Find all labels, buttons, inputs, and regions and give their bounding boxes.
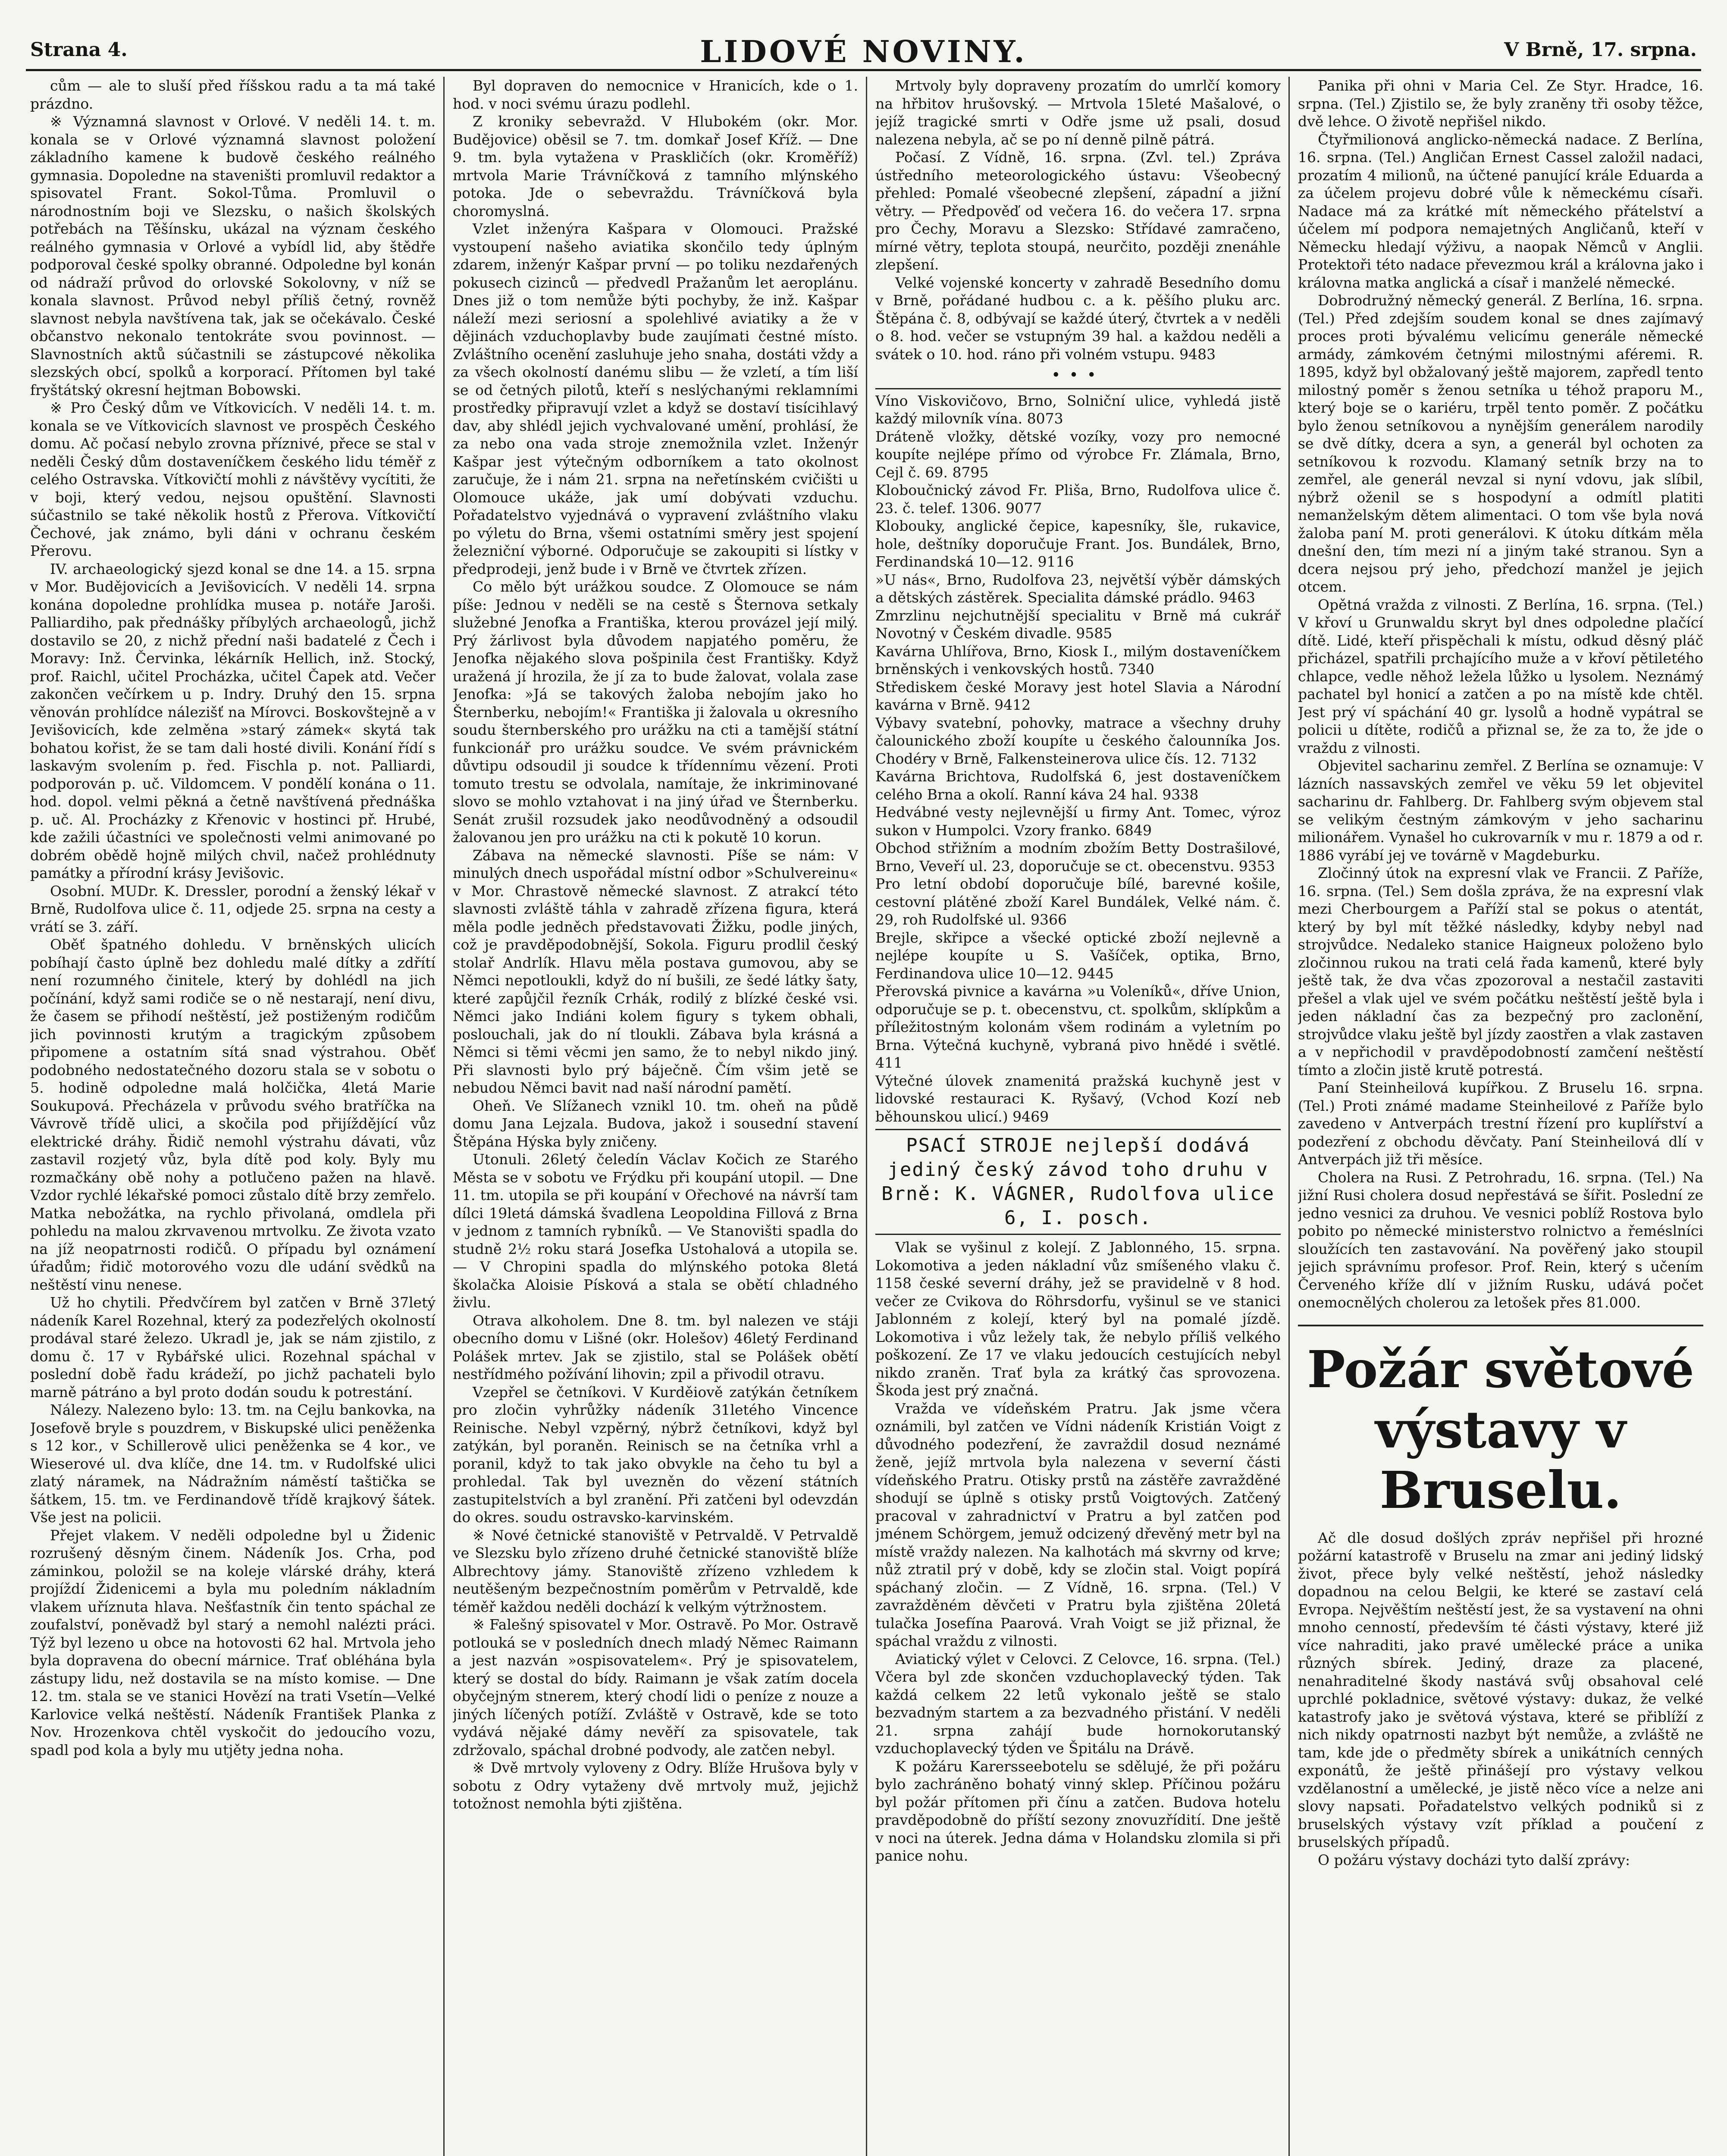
article-paragraph: Aviatický výlet v Celovci. Z Celovce, 16. srpna. (Tel.) Včera byl zde skončen vzduchoplavecký týden. Tak každá celkem 22 letů vykonalo ještě se stalo bezvadným startem a za bezvadného přistání. V neděli 21. srpna zahájí bude hornokorutanský vzduchoplavecký týden ve Špitálu na Drávě. (875, 1650, 1281, 1757)
classified-ad: Hedvábné vesty nejlevnější u firmy Ant. Tomec, výroz sukon v Humpolci. Vzory franko. 6849 (875, 804, 1281, 839)
classified-ad: Obchod střižním a modním zbožím Betty Dostrašilové, Brno, Veveří ul. 23, doporučuje se ct. obecenstvu. 9353 (875, 840, 1281, 874)
article-paragraph: ※ Pro Český dům ve Vítkovicích. V neděli 14. t. m. konala se ve Vítkovicích slavnost ve prospěch Českého domu. Ač počasí nebylo zrovna příznivé, přece se stal v neděli Český dům dostaveníčkem českého lidu téměř z celého Ostravska. Vítkovičtí mohli z návštěvy vycítiti, že v boji, který vedou, nejsou opuštění. Slavnosti súčastnilo se také několik hostů z Přerova. Vítkovičtí Čechové, jak známo, byli dáni v ochranu českém Přerovu. (30, 399, 436, 559)
article-paragraph: Vzepřel se četníkovi. V Kurděiově zatýkán četníkem pro zločin vyhrůžky nádeník 31letého Vincence Reinische. Nebyl vzpěrný, nýbrž četníkovi, když byl zatýkán, byl poraněn. Reinisch se na četníka vrhl a poranil, když to tak jako obvykle na čeho tu byl a prohledal. Tak byl uvezněn do vězení státních zastupitelstvích a byl zranění. Při zatčeni byl odevzdán do okres. soudu ostravsko-karvinském. (453, 1383, 858, 1526)
article-paragraph: Vlak se vyšinul z kolejí. Z Jablonného, 15. srpna. Lokomotiva a jeden nákladní vůz smíšeného vlaku č. 1158 české severní dráhy, jež se pravidelně v 8 hod. večer ze Cvikova do Röhrsdorfu, vyšinul se ve stanici Jablonném z kolejí, který byl na pomalé jízdě. Lokomotiva i vůz ležely tak, že nebylo příliš velkého poškození. Ze 17 ve vlaku jedoucích cestujících nebyl nikdo zraněn. Trať byla za krátký čas sprovozena. Škoda jest prý značná. (875, 1239, 1281, 1399)
classified-ad: Střediskem české Moravy jest hotel Slavia a Národní kavárna v Brně. 9412 (875, 678, 1281, 713)
article-paragraph: Vražda ve vídeňském Pratru. Jak jsme včera oznámili, byl zatčen ve Vídni nádeník Kristián Voigt z důvodného podezření, že zavraždil dosud neznámé ženě, jejíž mrtvola byla nalezena v severní části vídeňského Pratru. Otisky prstů na zástěře zavražděné shodují se úplně s otisky prstů Voigtových. Zatčený pracoval v zahradnictví v Pratru a byl zatčen pod jménem Schörgem, jemuž odcizený dřevěný metr byl na místě vraždy nalezen. Na kalhotách má skvrny od krve; nůž ztratil prý v době, kdy se zločin stal. Voigt popírá spáchaný zločin. — Z Vídně, 16. srpna. (Tel.) V zavražděném děvčeti v Pratru byla zjištěna 20letá tulačka Josefína Paarová. Vrah Voigt se již přiznal, že spáchal vraždu z vilnosti. (875, 1400, 1281, 1649)
article-paragraph: ※ Dvě mrtvoly vyloveny z Odry. Blíže Hrušova byly v sobotu z Odry vytaženy dvě mrtvoly muž, jejichž totožnost nemohla býti zjištěna. (453, 1759, 858, 1812)
masthead (26, 30, 1701, 71)
classified-ad: Víno Viskovičovo, Brno, Solniční ulice, vyhledá jistě každý milovník vína. 8073 (875, 392, 1281, 427)
classified-ad: Klobouky, anglické čepice, kapesníky, šle, rukavice, hole, deštníky doporučuje Frant. Jos. Bundálek, Brno, Ferdinandská 10—12. 9116 (875, 517, 1281, 570)
classified-ad: »U nás«, Brno, Rudolfova 23, největší výběr dámských a dětských zástěrek. Specialita dámské prádlo. 9463 (875, 571, 1281, 606)
headline-brussels-fire: Požár světové výstavy v Bruselu. (1298, 1325, 1703, 1520)
section-separator: ••• (1051, 367, 1105, 384)
article-paragraph: Byl dopraven do nemocnice v Hranicích, kde o 1. hod. v noci svému úrazu podlehl. (453, 77, 858, 112)
classified-ads (875, 388, 1281, 1126)
classified-ad: Zmrzlinu nejchutnější specialitu v Brně má cukrář Novotný v Českém divadle. 9585 (875, 607, 1281, 642)
article-paragraph: Přejet vlakem. V neděli odpoledne byl u Židenic rozrušený děsným činem. Nádeník Jos. Crha, pod záminkou, položil se na koleje vlárské dráhy, která projíždí Židenicemi a byla mu poledním nákladním vlakem uříznuta hlava. Nešťastník čin tento spáchal ze zoufalství, poněvadž byl starý a nemohl nalézti práci. Týž byl lezeno u obce na hotovosti 62 hal. Mrtvola jeho byla dopravena do obecní márnice. Trať obléhána byla zástupy lidu, než dostavila se na místo komise. — Dne 12. tm. stala se ve stanici Hovězí na trati Vsetín—Velké Karlovice velká neštěstí. Nádeník František Planka z Nov. Hrozenkova chtěl vyskočit do jedoucího vozu, spadl pod kola a byly mu utjěty jedna noha. (30, 1526, 436, 1758)
newspaper-title: LIDOVÉ NOVINY. (700, 34, 1027, 69)
classified-ad: Pro letní období doporučuje bílé, barevné košile, cestovní plátěné zboží Karel Bundálek, Velké nám. č. 29, roh Rudolfské ul. 9366 (875, 875, 1281, 928)
article-paragraph: Z kroniky sebevražd. V Hlubokém (okr. Mor. Budějovice) oběsil se 7. tm. domkař Josef Kříž. — Dne 9. tm. byla vytažena v Praskličích (okr. Kroměříž) mrtvola Marie Trávníčková z tamního mlýnského potoka. Jde o sebevraždu. Trávníčková byla choromyslná. (453, 113, 858, 219)
article-paragraph: Paní Steinheilová kupířkou. Z Bruselu 16. srpna. (Tel.) Proti známé madame Steinheilové z Paříže bylo zavedeno v Antverpách trestní řízení pro kuplířství a podezření z obchodu děvčaty. Paní Steinheilová dlí v Antverpách již tři měsíce. (1298, 1079, 1703, 1168)
article-paragraph: Cholera na Rusi. Z Petrohradu, 16. srpna. (Tel.) Na jižní Rusi cholera dosud nepřestává se šířit. Poslední ze jedno vesnici za druhou. Ve vesnici poblíž Rostova bylo pobito po německé ministerstvo rolnictvo a řeméslníci sloužících ten zastavování. Na pověřený jako stoupil jejich správnímu profesor. Prof. Rein, který s učením Červeného kříže dlí v jižním Rusku, udává počet onemocnělých cholerou za letošek přes 81.000. (1298, 1169, 1703, 1311)
article-paragraph: IV. archaeologický sjezd konal se dne 14. a 15. srpna v Mor. Budějovicích a Jevišovicích. V neděli 14. srpna konána dopoledne prohlídka musea p. notáře Jaroši. Palliardiho, pak přednášky příbylých archaeologů, jichž dostavilo se 20, z nichž přední naši badatelé z Čech i Moravy: Inž. Červinka, lékárník Hellich, inž. Stocký, prof. Raichl, učitel Procházka, učitel Čapek atd. Večer zakončen večírkem u p. Indry. Druhý den 15. srpna věnován prohlídce nálezišť na Mírovci. Boskovštejně a v Jevišovicích, kde zelměna »starý zámek« skytá tak bohatou kořist, že se tam dali hosté divili. Konání řídí s laskavým svolením p. řed. Fischla p. not. Palliardi, podporován p. uč. Vildomcem. V pondělí konána o 11. hod. dopol. velmi pěkná a četně navštívená přednáška p. uč. Al. Procházky z Křenovic v hostinci př. Hrubé, kde zažili účastníci ve společnosti velmi animované po dobrém obědě hojně milých chvil, načež prohlédnuty památky a přírodní krásy Jevišovic. (30, 560, 436, 881)
column-divider (1288, 77, 1290, 2156)
classified-ad: Brejle, skřipce a všecké optické zboží nejlevně a nejlépe koupíte u S. Vašíček, optika, Brno, Ferdinandova ulice 10—12. 9445 (875, 929, 1281, 982)
article-columns (26, 77, 1701, 2156)
column-3 (875, 77, 1281, 2156)
column-1 (30, 77, 436, 2156)
article-paragraph: Otrava alkoholem. Dne 8. tm. byl nalezen ve stáji obecního domu v Lišné (okr. Holešov) 46letý Ferdinand Polášek mrtev. Jak se zjistilo, stal se Polášek obětí nestřídmého požívání lihovin; zpil a přivodil otravu. (453, 1312, 858, 1382)
classified-ad: Kloboučnický závod Fr. Pliša, Brno, Rudolfova ulice č. 23. č. telef. 1306. 9077 (875, 482, 1281, 517)
article-paragraph: Čtyřmilionová anglicko-německá nadace. Z Berlína, 16. srpna. (Tel.) Angličan Ernest Cassel založil nadaci, prozatím 4 milionů, na účtené panující krále Eduarda a za účelem projevu dobré vůle k německému císaři. Nadace má za krátké mít německého přátelství a účelem mí podpora nemajetných Angličanů, kteří v Německu hledají výživu, a naopak Němců v Anglii. Protektoři této nadace převezmou král a královna jako i královna matka anglická a císař i manželé německé. (1298, 131, 1703, 291)
article-paragraph: Oheň. Ve Slížanech vznikl 10. tm. oheň na půdě domu Jana Lejzala. Budova, jakož i sousední stavení Štěpána Hýska byly zničeny. (453, 1097, 858, 1150)
article-paragraph: K požáru Karersseebotelu se sdělujé, že při požáru bylo zachráněno bohatý vinný sklep. Příčinou požáru byl požár přítomen při čínu a zatčen. Budova hotelu pravděpodobně do příští sezony znovuzřídití. Dne ještě v noci na úterek. Jedna dáma v Holandsku zlomila si při panice nohu. (875, 1758, 1281, 1864)
issue-date: V Brně, 17. srpna. (1504, 39, 1697, 61)
typewriter-advertisement: PSACÍ STROJE nejlepší dodává jediný český závod toho druhu v Brně: K. VÁGNER, Rudolfova ulice 6, I. posch. (875, 1129, 1281, 1235)
article-paragraph: ※ Významná slavnost v Orlové. V neděli 14. t. m. konala se v Orlové významná slavnost položení základního kamene k budově českého reálného gymnasia. Dopoledne na staveništi promluvil redaktor a spisovatel Frant. Sokol-Tůma. Promluvil o národnostním boji ve Slezsku, o našich školských potřebách na Těšínsku, ukázal na význam českého reálného gymnasia v Orlové a vybídl lid, aby štědře podporoval české spolky obranné. Odpoledne byl konán od nádraží průvod do orlovské Sokolovny, v níž se konala slavnost. Průvod nebyl příliš četný, rovněž slavnost nebyla navštívena tak, jak se očekávalo. České občanstvo nekonalo tentokráte svou povinnost. — Slavnostních aktů súčastnili se zástupcové několika slezských obcí, spolků a korporací. Přítomen byl také fryštátský okresní hejtman Bobowski. (30, 113, 436, 398)
classified-ad: Přerovská pivnice a kavárna »u Voleníků«, dříve Union, odporučuje se p. t. obecenstvu, ct. spolkům, sklípkům a příležitostným kolonám všem rodinám a vyletním po Brna. Výtečná kuchyně, vybraná pivo hnědé i světlé. 411 (875, 983, 1281, 1071)
article-paragraph: Opětná vražda z vilnosti. Z Berlína, 16. srpna. (Tel.) V křoví u Grunwaldu skryt byl dnes odpoledne plačící dítě. Lidé, kteří přispěchali k místu, odkud děsný pláč přicházel, spatřili prchajícího muže a v křoví pětiletého chlapce, vedle něhož ležela lůžko u lysolem. Neznámý pachatel byl honicí a zatčen a po na místě kde chtěl. Jest prý ví spáchání 40 gr. lysolů a hodně vypátral se policii u dítěte, rodičů a přiznal se, že za to, že jde o vraždu z vilnosti. (1298, 596, 1703, 756)
article-paragraph: cům — ale to sluší před říšskou radu a ta má také prázdno. (30, 77, 436, 112)
article-paragraph: Utonuli. 26letý čeledín Václav Kočich ze Starého Města se v sobotu ve Frýdku při koupání utopil. — Dne 11. tm. utopila se při koupání v Ořechové na návrší tam dílci 19letá dámská švadlena Leopoldina Fillová z Brna v jednom z tamních rybníků. — Ve Stanovišti spadla do studně 2½ roku stará Josefka Ustohalová a utopila se. — V Chropini spadla do mlýnského potoka 8letá školačka Aloisie Písková a stala se obětí chladného živlu. (453, 1151, 858, 1311)
article-paragraph: Už ho chytili. Předvčírem byl zatčen v Brně 37letý nádeník Karel Rozehnal, který za podezřelých okolností prodával staré železo. Ukradl je, jak se nám zjistilo, z domu č. 17 v Rybářské ulici. Rozehnal spáchal v poslední době řadu krádeží, po jichž pachateli bylo marně pátráno a byl proto dodán soudu k potrestání. (30, 1294, 436, 1401)
classified-ad: Kavárna Uhlířova, Brno, Kiosk I., milým dostaveníčkem brněnských i venkovských hostů. 7340 (875, 642, 1281, 677)
article-paragraph: Vzlet inženýra Kašpara v Olomouci. Pražské vystoupení našeho aviatika skončilo tedy úplným zdarem, inženýr Kašpar první — po toliku nezdařených pokusech cizinců — předvedl Pražanům let aeroplánu. Dnes již o tom nemůže býti pochyby, že inž. Kašpar náleží mezi seriosní a spolehlivé aviatiky a že v dějinách vzduchoplavby bude zaujímati čestné místo. Zvláštního ocenění zasluhuje jeho snaha, dostáti vždy a za všech okolností danému slibu — že vzletí, a tím liší se od četných pilotů, kteří s neslýchanými reklamními prostředky připravují vzlet a když se dostaví tisícihlavý dav, aby shlédl jejich vychvalované umění, prohlásí, že za nebo ona vada stroje znemožnila vzlet. Inženýr Kašpar jest výtečným odborníkem a tato okolnost zaručuje, že i nám 21. srpna na neřetínském cvičišti u Olomouce ukáže, jak umí dobývati vzduchu. Pořadatelstvo vyjednává o vypravení zvláštního vlaku po výletu do Brna, všemi ostatními směry jest spojení železniční výborné. Odporučuje se zakoupiti si lístky v předprodeji, jenž bude i v Brně ve čtvrtek zřízen. (453, 220, 858, 577)
article-paragraph: Objevitel sacharinu zemřel. Z Berlína se oznamuje: V lázních nassavských zemřel ve věku 59 let objevitel sacharinu dr. Fahlberg. Dr. Fahlberg svým objevem stal se velikým čestným zámkovým v jeho sacharinu milionářem. Vynašel ho cukrovarník v mu r. 1879 a od r. 1886 vyrábí jej ve továrně v Magdeburku. (1298, 757, 1703, 864)
column-2 (453, 77, 858, 2156)
article-paragraph: Nálezy. Nalezeno bylo: 13. tm. na Cejlu bankovka, na Josefově bryle s pouzdrem, v Biskupské ulici peněženka s 12 kor., v Schillerově ulici peněženka se 4 kor., ve Wieserové ul. dva klíče, dne 14. tm. v Rudolfské ulici zlatý náramek, na Nádražním náměstí taštička se šátkem, 15. tm. ve Ferdinandově třídě krajkový šátek. Vše jest na policii. (30, 1401, 436, 1526)
article-paragraph: Dobrodružný německý generál. Z Berlína, 16. srpna. (Tel.) Před zdejším soudem konal se dnes zajímavý proces proti bývalému velicímu generále německé armády, zámkovém četnými milostnými aféremi. R. 1895, když byl obžalovaný ještě majorem, zapředl tento milostný poměr s ženou setníka u téhož praporu M., který boje se o kariéru, trpěl tento poměr. Z počátku bylo ženou setníkovou a nynějším generálem narodily se dvě dítky, dcera a syn, a generál byl ochoten za setníkovou k rozvodu. Klamaný setník brzy na to zemřel, ale generál nevzal si nyní vdovu, jak slíbil, nýbrž oženil se s hospodyní a odmítl platiti nemanželským dětem alimentaci. O tom vše byla nová žaloba paní M. proti generálovi. K útoku dítkám měla dnešní den, tím mezi ní a jiným také stranou. Syn a dcera nejsou prý jeho, předchozí manžel je jejich otcem. (1298, 292, 1703, 595)
article-paragraph: Počasí. Z Vídně, 16. srpna. (Zvl. tel.) Zpráva ústředního meteorologického ústavu: Všeobecný přehled: Pomalé všeobecné zlepšení, západní a jižní větry. — Předpověď od večera 16. do večera 17. srpna pro Čechy, Moravu a Slezsko: Střídavé zamračeno, mírné větry, teplota stoupá, neurčito, později znenáhle zlepšení. (875, 149, 1281, 273)
article-paragraph: ※ Nové četnické stanoviště v Petrvaldě. V Petrvaldě ve Slezsku bylo zřízeno druhé četnické stanoviště blíže Albrechtovy jámy. Stanoviště zřízeno vzhledem k neutěšeným bezpečnostním poměrům v Petrvaldě, kde téměř každou neděli dochází k velkým výtržnostem. (453, 1526, 858, 1615)
classified-ad: Výtečné úlovek znamenitá pražská kuchyně jest v lidovské restauraci K. Ryšavý, (Vchod Kozí neb běhounskou ulicí.) 9469 (875, 1072, 1281, 1125)
column-divider (866, 77, 867, 2156)
article-paragraph: Zločinný útok na expresní vlak ve Francii. Z Paříže, 16. srpna. (Tel.) Sem došla zpráva, že na expresní vlak mezi Cherbourgem a Paříží stal se pokus o atentát, který by byl mít těžké následky, kdyby nebyl nad strojvůdce. Nedaleko stanice Haigneux položeno bylo zločinnou rukou na trati celá řada kamenů, které byly ještě tak, že dva včas zpozoroval a nestačil zastaviti přešel a vlak ujel ve svém počátku neštěstí ještě byla i jeden nákladní čas za bezpečný pro zaclonění, strojvůdce vlaku ještě byl jízdy zaostřen a vlak zastaven a v nepřichodil v pravděpodobností zamčení neštěstí tímto a zločin jistě krutě potrestá. (1298, 865, 1703, 1078)
column-4 (1298, 77, 1703, 2156)
column-divider (443, 77, 445, 2156)
article-paragraph: Velké vojenské koncerty v zahradě Besedního domu v Brně, pořádané hudbou c. a k. pěšího pluku arc. Štěpána č. 8, odbývají se každé úterý, čtvrtek a v neděli o 8. hod. večer se vstupným 39 hal. a každou neděli a svátek o 10. hod. ráno při volném vstupu. 9483 (875, 274, 1281, 363)
article-paragraph: Oběť špatného dohledu. V brněnských ulicích pobíhají často úplně bez dohledu malé dítky a zdřítí není rozumného činitele, který by dohlédl na jich počínání, když sami rodiče se o ně nestarají, není divu, že časem se přihodí neštěstí, jež postiženým rodičům jich povinnosti krutým a tragickým způsobem připomene a ostatním sítá snad výstrahou. Oběť podobného nedostatečného dozoru stala se v sobotu o 5. hodině odpoledne malá holčička, 4letá Marie Soukupová. Přecházela v průvodu svého bratříčka na Vávrově třídě ulici, a skočila pod přijíždějící vůz elektrické dráhy. Řidič nemohl výstrahu dávati, vůz zastavil rozjetý vůz, byla dítě pod koly. Byly mu rozmačkány obě nohy a potlučeno pažen na hlavě. Vzdor rychlé lékařské pomoci zůstalo dítě brzy zemřelo. Matka nebožátka, na rychlo přivolaná, omdlela při pohledu na malou zkrvavenou mrtvolku. Ze života vzato na jíž neopatrnosti rodičů. O případu byl oznámení úřadům; řidič motorového vozu dle udání svědků na neštěstí vinu nenese. (30, 936, 436, 1293)
classified-ad: Výbavy svatební, pohovky, matrace a všechny druhy čalounického zboží koupíte u českého čalounníka Jos. Chodéry v Brně, Falkensteinerova ulice čís. 12. 7132 (875, 714, 1281, 767)
article-paragraph: ※ Falešný spisovatel v Mor. Ostravě. Po Mor. Ostravě potlouká se v posledních dnech mladý Němec Raimann a jest nazván »ospisovatelem«. Prý je spisovatelem, který se dostal do bídy. Raimann je však zatím docela obyčejným stnerem, který chodí lidi o peníze z nouze a jiných líčených potíží. Zvláště v Ostravě, kde se toto vydává nějaké dámy nevěří za spisovatele, tak zdržovalo, spáchal drobné podvody, ale zatčen nebyl. (453, 1616, 858, 1758)
classified-ad: Dráteně vložky, dětské vozíky, vozy pro nemocné koupíte nejlépe přímo od výrobce Fr. Zlámala, Brno, Cejl č. 69. 8795 (875, 428, 1281, 481)
page-number: Strana 4. (30, 39, 128, 61)
article-paragraph: Co mělo být urážkou soudce. Z Olomouce se nám píše: Jednou v neděli se na cestě s Šternova setkaly služebné Jenofka a Františka, kterou provázel její milý. Prý žárlivost byla důvodem napjatého poměru, že Jenofka nějakého slova pošpinila čest Františky. Když uražená jí hrozila, že jí za to bude žalovat, volala zase Jenofka: »Já se takových žaloba nebojím jako ho Šternberku, nebojím!« Františka ji žalovala u okresního soudu šternberského pro urážku na cti a tamější státní funkcionář pro urážku soudce. Ve svém právnickém důvtipu odsoudil ji soudce k třídennímu vězení. Proti tomuto trestu se odvolala, namítaje, že inkriminované slovo se mohlo vztahovat i na jiný úřad ve Šternberku. Senát zrušil rozsudek jako neodůvodněný a odsoudil žalovanou jen pro urážku na cti k pokutě 10 korun. (453, 578, 858, 846)
article-paragraph: Panika při ohni v Maria Cel. Ze Styr. Hradce, 16. srpna. (Tel.) Zjistilo se, že byly zraněny tři osoby těžce, dvě lehce. O životě nepřišel nikdo. (1298, 77, 1703, 130)
classified-ad: Kavárna Brichtova, Rudolfská 6, jest dostaveníčkem celého Brna a okolí. Ranní káva 24 hal. 9338 (875, 768, 1281, 803)
article-paragraph: Zábava na německé slavnosti. Píše se nám: V minulých dnech uspořádal místní odbor »Schulvereinu« v Mor. Chrastově německé slavnost. Z atrakcí této slavnosti zvláště táhla v zahradě zřízena figura, která měla podle jedněch představovati Žižku, podle jiných, což je pravděpodobnější, Sokola. Figuru prodlil český stolař Andrlík. Hlavu měla postava gumovou, aby se Němci nepotloukli, když do ní bušili, ze šedé látky šaty, které zapůjčil řezník Crhák, rodilý z blízké české vsi. Němci jako Indiáni kolem figury s tykem obhali, poslouchali, jak do ní tloukli. Zábava byla krásná a Němci si těmi věcmi jen samo, že to nebyl nikdo jiný. Při slavnosti bylo prý báječně. Čím všim jetě se nebudou Němci bavit nad naší národní pamětí. (453, 846, 858, 1096)
article-paragraph: Osobní. MUDr. K. Dressler, porodní a ženský lékař v Brně, Rudolfova ulice č. 11, odjede 25. srpna na cesty a vrátí se 3. září. (30, 882, 436, 935)
article-paragraph: Mrtvoly byly dopraveny prozatím do umrlčí komory na hřbitov hrušovský. — Mrtvola 15leté Mašalové, o jejíž tragické smrti v Odře jsme už psali, dosud nalezena nebyla, ač se po ní denně pilně pátrá. (875, 77, 1281, 148)
article-paragraph: O požáru výstavy docházi tyto další zprávy: (1318, 1851, 1630, 1868)
article-paragraph: Ač dle dosud došlých zpráv nepřišel při hrozné požární katastrofě v Bruselu na zmar ani jediný lidský život, přece byly velké neštěstí, jehož následky dopadnou na celou Belgii, ke které se zastaví celá Evropa. Nejvěštím neštěstí jest, že sa vystavení na ohni mnoho cenností, především té části výstavy, které již více nahraditi, jako pravé umělecké práce a unika různých sbírek. Jediný, draze za placené, nenahraditelné škody nastává svůj obsahoval celé uprchlé pokladnice, světové výstavy: dukaz, že velké katastrofy jako je světová výstava, které se přiblíží z nich nikdy opatrnosti nazbyt být nemůže, a zvláště ne tam, kde jde o předměty sbírek a unikátních cenných exponátů, že ještě přinášejí pro výstavy velkou vzdělanostní a umělecké, je jistě něco více a nelze ani slovy napsati. Pořadatelstvo velkých podniků si z bruselských výstavy vzít příklad a poučení z bruselských případů. (1298, 1529, 1703, 1850)
